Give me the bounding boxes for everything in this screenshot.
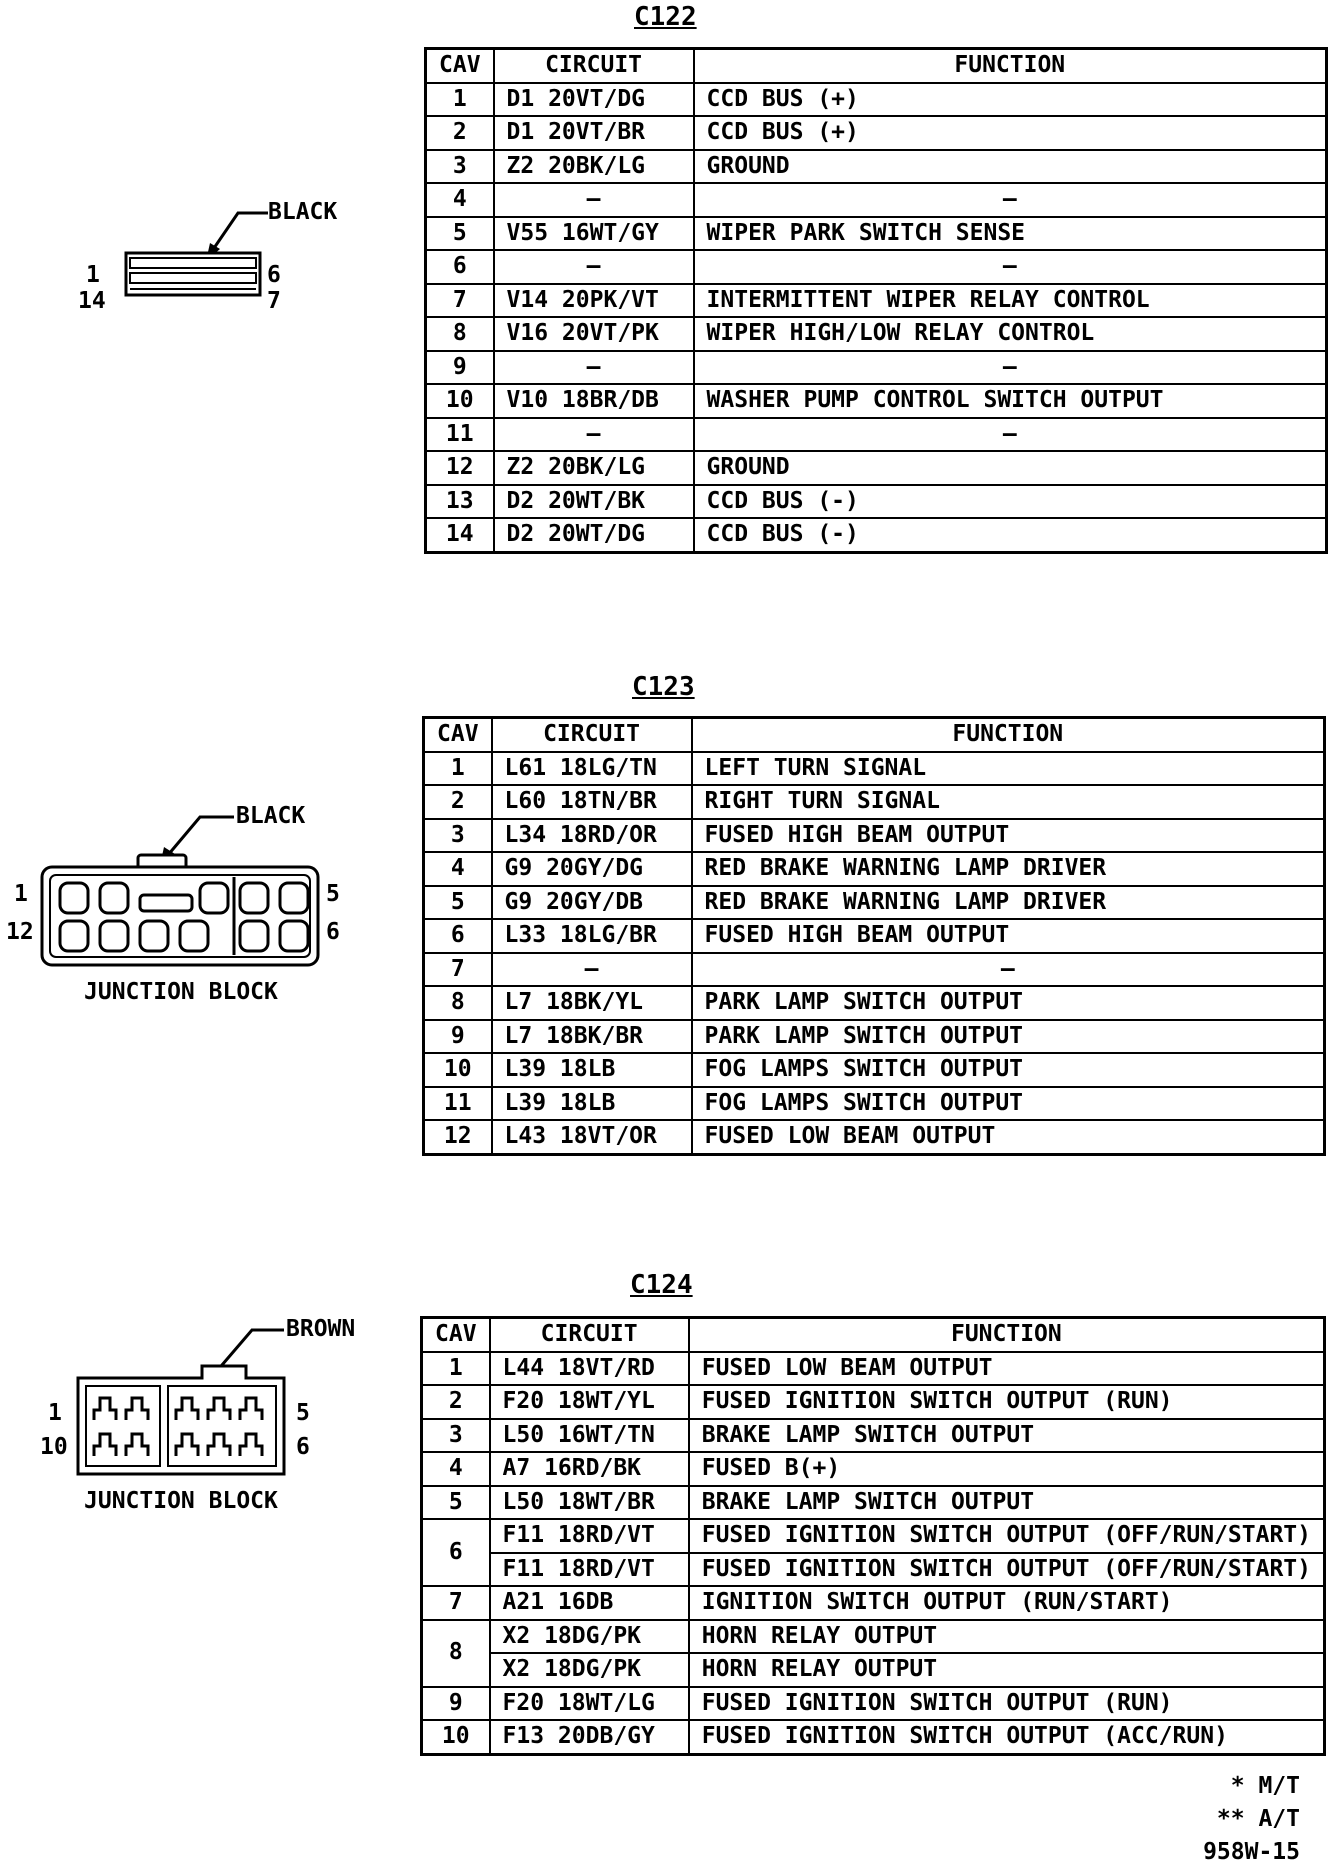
- function-cell: CCD BUS (+): [694, 83, 1327, 117]
- function-cell: PARK LAMP SWITCH OUTPUT: [692, 1020, 1325, 1054]
- function-cell: CCD BUS (-): [694, 518, 1327, 552]
- table-row: [424, 886, 1325, 920]
- circuit-cell: L39 18LB: [492, 1053, 692, 1087]
- pin-label-top-end: 5: [326, 881, 340, 907]
- circuit-cell: L7 18BK/BR: [492, 1020, 692, 1054]
- circuit-cell: L50 16WT/TN: [490, 1419, 689, 1453]
- circuit-cell: V14 20PK/VT: [494, 284, 694, 318]
- connector-c124-figure: [30, 1310, 370, 1520]
- function-cell: FUSED IGNITION SWITCH OUTPUT (RUN): [689, 1385, 1325, 1419]
- table-row: [426, 116, 1327, 150]
- connector-c122-drawing: [70, 195, 360, 325]
- table-row: [426, 485, 1327, 519]
- circuit-cell: Z2 20BK/LG: [494, 451, 694, 485]
- circuit-cell: F11 18RD/VT: [490, 1519, 689, 1553]
- cav-cell: 9: [422, 1687, 490, 1721]
- function-cell: –: [694, 418, 1327, 452]
- table-row: [426, 351, 1327, 385]
- connector-title-c124: C124: [630, 1270, 693, 1300]
- table-row: [424, 953, 1325, 987]
- circuit-cell: L7 18BK/YL: [492, 986, 692, 1020]
- cav-cell: 4: [422, 1452, 490, 1486]
- connector-c122-figure: [70, 195, 360, 325]
- cav-cell: 6: [426, 250, 494, 284]
- function-cell: PARK LAMP SWITCH OUTPUT: [692, 986, 1325, 1020]
- pinout-table-c122: [424, 47, 1328, 554]
- table-row: [422, 1419, 1325, 1453]
- circuit-cell: –: [494, 250, 694, 284]
- cav-cell: 1: [426, 83, 494, 117]
- cav-cell: 6: [424, 919, 492, 953]
- table-row: [422, 1452, 1325, 1486]
- function-cell: GROUND: [694, 150, 1327, 184]
- circuit-cell: L60 18TN/BR: [492, 785, 692, 819]
- connector-title-c122: C122: [634, 2, 697, 32]
- connector-c123-figure: [0, 795, 360, 1015]
- cav-cell: 10: [424, 1053, 492, 1087]
- table-row: [424, 819, 1325, 853]
- cav-cell: 6: [422, 1519, 490, 1586]
- cav-cell: 2: [424, 785, 492, 819]
- circuit-cell: A7 16RD/BK: [490, 1452, 689, 1486]
- pin-label-bottom-start: 12: [6, 919, 34, 945]
- pin-label-first: 1: [48, 1400, 62, 1426]
- table-row: [422, 1620, 1325, 1654]
- cav-cell: 10: [422, 1720, 490, 1754]
- function-cell: –: [694, 250, 1327, 284]
- table-row: [422, 1653, 1325, 1687]
- function-cell: –: [694, 183, 1327, 217]
- cav-cell: 4: [426, 183, 494, 217]
- pinout-table-c124: [420, 1316, 1326, 1756]
- cav-cell: 5: [422, 1486, 490, 1520]
- connector-color-label: BLACK: [268, 199, 338, 225]
- circuit-cell: F20 18WT/LG: [490, 1687, 689, 1721]
- table-row: [426, 518, 1327, 552]
- pin-label-top-end: 5: [296, 1400, 310, 1426]
- cav-cell: 14: [426, 518, 494, 552]
- cav-cell: 3: [424, 819, 492, 853]
- footnotes: [1203, 1770, 1300, 1869]
- circuit-cell: –: [492, 953, 692, 987]
- connector-color-label: BLACK: [236, 803, 306, 829]
- pinout-table-c123: [422, 716, 1326, 1156]
- table-row: [426, 183, 1327, 217]
- table-row: [426, 284, 1327, 318]
- header-cav: CAV: [424, 718, 492, 752]
- function-cell: FOG LAMPS SWITCH OUTPUT: [692, 1087, 1325, 1121]
- circuit-cell: –: [494, 183, 694, 217]
- table-row: [424, 1120, 1325, 1154]
- cav-cell: 7: [424, 953, 492, 987]
- pin-label-first: 1: [86, 262, 100, 288]
- cav-cell: 7: [422, 1586, 490, 1620]
- table-row: [424, 919, 1325, 953]
- table-row: [426, 451, 1327, 485]
- header-function: FUNCTION: [689, 1318, 1325, 1352]
- cav-cell: 1: [422, 1352, 490, 1386]
- pin-label-bottom-end: 7: [267, 288, 281, 314]
- header-cav: CAV: [422, 1318, 490, 1352]
- pin-label-bottom-start: 10: [40, 1434, 68, 1460]
- function-cell: GROUND: [694, 451, 1327, 485]
- circuit-cell: –: [494, 351, 694, 385]
- circuit-cell: D1 20VT/DG: [494, 83, 694, 117]
- circuit-cell: D2 20WT/DG: [494, 518, 694, 552]
- cav-cell: 11: [424, 1087, 492, 1121]
- circuit-cell: L39 18LB: [492, 1087, 692, 1121]
- cav-cell: 4: [424, 852, 492, 886]
- circuit-cell: D1 20VT/BR: [494, 116, 694, 150]
- function-cell: RIGHT TURN SIGNAL: [692, 785, 1325, 819]
- circuit-cell: L61 18LG/TN: [492, 752, 692, 786]
- circuit-cell: D2 20WT/BK: [494, 485, 694, 519]
- function-cell: –: [692, 953, 1325, 987]
- circuit-cell: G9 20GY/DB: [492, 886, 692, 920]
- cav-cell: 11: [426, 418, 494, 452]
- table-row: [422, 1553, 1325, 1587]
- circuit-cell: –: [494, 418, 694, 452]
- cav-cell: 3: [426, 150, 494, 184]
- table-row: [426, 150, 1327, 184]
- pin-label-bottom-start: 14: [78, 288, 106, 314]
- table-row: [424, 1053, 1325, 1087]
- function-cell: WIPER PARK SWITCH SENSE: [694, 217, 1327, 251]
- pin-label-bottom-end: 6: [326, 919, 340, 945]
- function-cell: IGNITION SWITCH OUTPUT (RUN/START): [689, 1586, 1325, 1620]
- circuit-cell: F20 18WT/YL: [490, 1385, 689, 1419]
- circuit-cell: G9 20GY/DG: [492, 852, 692, 886]
- connector-color-label: BROWN: [286, 1316, 356, 1342]
- cav-cell: 3: [422, 1419, 490, 1453]
- circuit-cell: L44 18VT/RD: [490, 1352, 689, 1386]
- header-circuit: CIRCUIT: [494, 49, 694, 83]
- connector-title-c123: C123: [632, 672, 695, 702]
- cav-cell: 8: [422, 1620, 490, 1687]
- table-row: [426, 384, 1327, 418]
- cav-cell: 7: [426, 284, 494, 318]
- circuit-cell: L50 18WT/BR: [490, 1486, 689, 1520]
- figure-id: 958W-15: [1203, 1839, 1300, 1865]
- function-cell: RED BRAKE WARNING LAMP DRIVER: [692, 852, 1325, 886]
- function-cell: FOG LAMPS SWITCH OUTPUT: [692, 1053, 1325, 1087]
- table-row: [426, 250, 1327, 284]
- function-cell: FUSED IGNITION SWITCH OUTPUT (ACC/RUN): [689, 1720, 1325, 1754]
- function-cell: FUSED B(+): [689, 1452, 1325, 1486]
- cav-cell: 12: [426, 451, 494, 485]
- function-cell: LEFT TURN SIGNAL: [692, 752, 1325, 786]
- table-row: [424, 752, 1325, 786]
- function-cell: FUSED IGNITION SWITCH OUTPUT (RUN): [689, 1687, 1325, 1721]
- junction-block-caption: JUNCTION BLOCK: [84, 979, 278, 1005]
- function-cell: FUSED LOW BEAM OUTPUT: [689, 1352, 1325, 1386]
- function-cell: BRAKE LAMP SWITCH OUTPUT: [689, 1486, 1325, 1520]
- circuit-cell: Z2 20BK/LG: [494, 150, 694, 184]
- table-row: [422, 1486, 1325, 1520]
- circuit-cell: L33 18LG/BR: [492, 919, 692, 953]
- header-function: FUNCTION: [692, 718, 1325, 752]
- table-header-row: [424, 718, 1325, 752]
- function-cell: FUSED IGNITION SWITCH OUTPUT (OFF/RUN/START): [689, 1519, 1325, 1553]
- function-cell: FUSED LOW BEAM OUTPUT: [692, 1120, 1325, 1154]
- cav-cell: 1: [424, 752, 492, 786]
- function-cell: BRAKE LAMP SWITCH OUTPUT: [689, 1419, 1325, 1453]
- function-cell: FUSED HIGH BEAM OUTPUT: [692, 919, 1325, 953]
- circuit-cell: L34 18RD/OR: [492, 819, 692, 853]
- circuit-cell: V16 20VT/PK: [494, 317, 694, 351]
- cav-cell: 9: [426, 351, 494, 385]
- table-row: [424, 852, 1325, 886]
- header-circuit: CIRCUIT: [492, 718, 692, 752]
- pin-label-bottom-end: 6: [296, 1434, 310, 1460]
- function-cell: HORN RELAY OUTPUT: [689, 1620, 1325, 1654]
- cav-cell: 10: [426, 384, 494, 418]
- circuit-cell: V55 16WT/GY: [494, 217, 694, 251]
- junction-block-caption: JUNCTION BLOCK: [84, 1488, 278, 1514]
- function-cell: –: [694, 351, 1327, 385]
- table-row: [422, 1352, 1325, 1386]
- table-row: [422, 1385, 1325, 1419]
- table-row: [426, 83, 1327, 117]
- table-row: [426, 217, 1327, 251]
- table-row: [424, 1020, 1325, 1054]
- circuit-cell: L43 18VT/OR: [492, 1120, 692, 1154]
- cav-cell: 8: [424, 986, 492, 1020]
- cav-cell: 12: [424, 1120, 492, 1154]
- function-cell: HORN RELAY OUTPUT: [689, 1653, 1325, 1687]
- cav-cell: 5: [424, 886, 492, 920]
- cav-cell: 5: [426, 217, 494, 251]
- footnote-at: ** A/T: [1216, 1806, 1300, 1832]
- circuit-cell: F13 20DB/GY: [490, 1720, 689, 1754]
- cav-cell: 2: [426, 116, 494, 150]
- function-cell: RED BRAKE WARNING LAMP DRIVER: [692, 886, 1325, 920]
- table-row: [422, 1687, 1325, 1721]
- circuit-cell: V10 18BR/DB: [494, 384, 694, 418]
- function-cell: WASHER PUMP CONTROL SWITCH OUTPUT: [694, 384, 1327, 418]
- circuit-cell: X2 18DG/PK: [490, 1653, 689, 1687]
- table-row: [422, 1586, 1325, 1620]
- function-cell: FUSED IGNITION SWITCH OUTPUT (OFF/RUN/START): [689, 1553, 1325, 1587]
- table-row: [424, 986, 1325, 1020]
- table-row: [424, 1087, 1325, 1121]
- table-row: [422, 1519, 1325, 1553]
- header-circuit: CIRCUIT: [490, 1318, 689, 1352]
- circuit-cell: F11 18RD/VT: [490, 1553, 689, 1587]
- header-function: FUNCTION: [694, 49, 1327, 83]
- table-header-row: [422, 1318, 1325, 1352]
- cav-cell: 13: [426, 485, 494, 519]
- cav-cell: 8: [426, 317, 494, 351]
- cav-cell: 2: [422, 1385, 490, 1419]
- table-row: [426, 418, 1327, 452]
- cav-cell: 9: [424, 1020, 492, 1054]
- function-cell: CCD BUS (+): [694, 116, 1327, 150]
- circuit-cell: A21 16DB: [490, 1586, 689, 1620]
- function-cell: CCD BUS (-): [694, 485, 1327, 519]
- circuit-cell: X2 18DG/PK: [490, 1620, 689, 1654]
- header-cav: CAV: [426, 49, 494, 83]
- function-cell: FUSED HIGH BEAM OUTPUT: [692, 819, 1325, 853]
- table-row: [426, 317, 1327, 351]
- table-header-row: [426, 49, 1327, 83]
- table-row: [422, 1720, 1325, 1754]
- function-cell: INTERMITTENT WIPER RELAY CONTROL: [694, 284, 1327, 318]
- footnote-mt: * M/T: [1230, 1773, 1300, 1799]
- table-row: [424, 785, 1325, 819]
- pin-label-first: 1: [14, 881, 28, 907]
- pin-label-top-end: 6: [267, 262, 281, 288]
- function-cell: WIPER HIGH/LOW RELAY CONTROL: [694, 317, 1327, 351]
